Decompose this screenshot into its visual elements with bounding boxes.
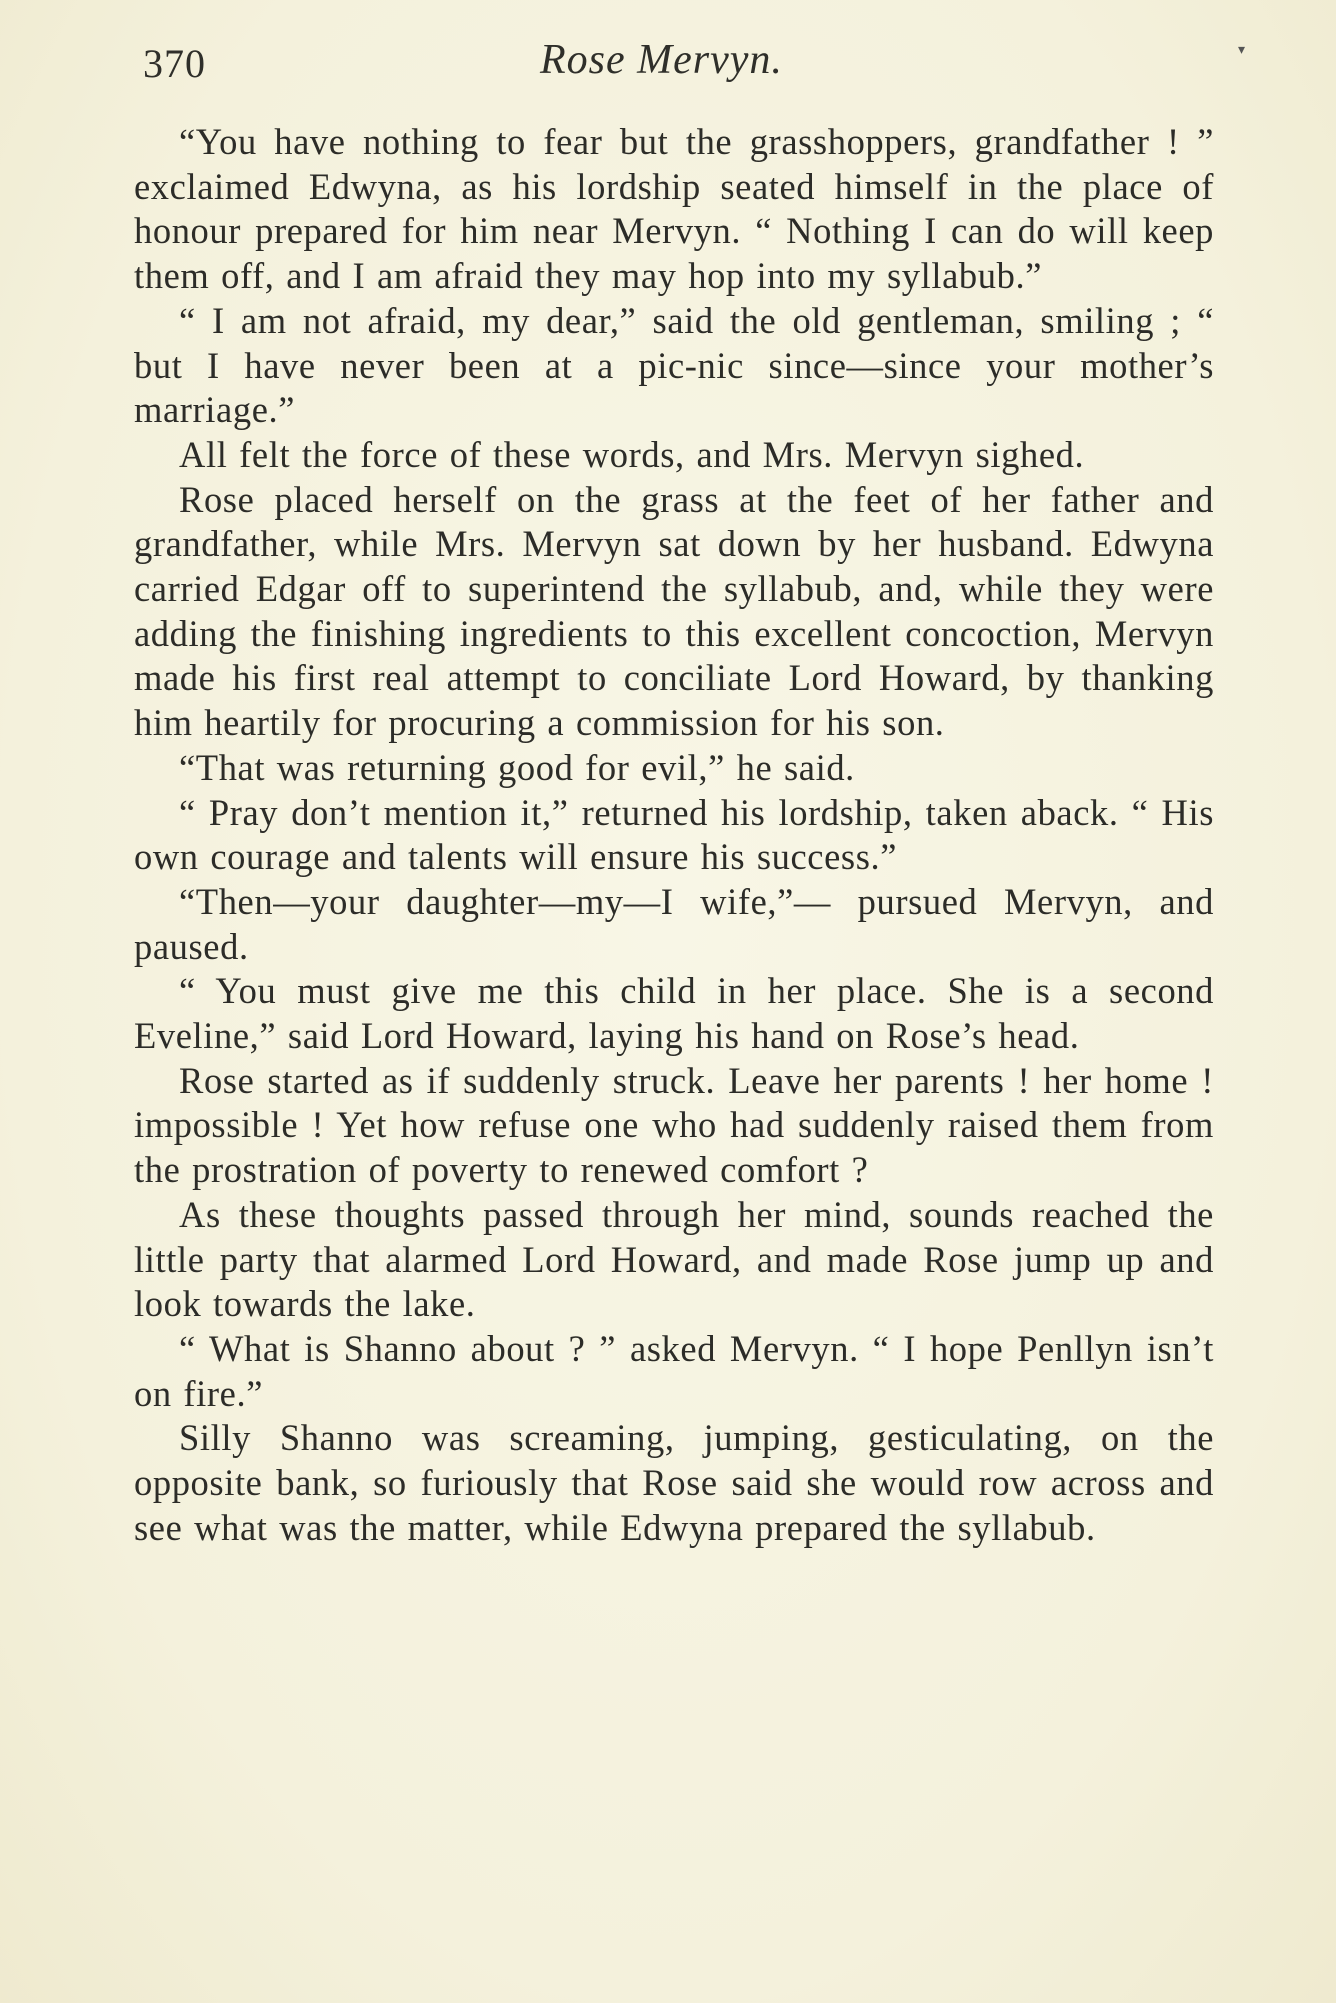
- paragraph: “Then—your daughter—my—I wife,”— pursued Mervyn, and paused.: [134, 880, 1214, 967]
- paragraph: All felt the force of these words, and Mrs. Mervyn sighed.: [179, 433, 1085, 475]
- paragraph: “You have nothing to fear but the grasshoppers, grandfather ! ” exclaimed Edwyna, as his lordship seated himself in the place of honour prepared for him near Mervyn. “ Nothing I can do will keep them off, and I am afraid they may hop into my syllabub.”: [134, 121, 1214, 297]
- paragraph: “ I am not afraid, my dear,” said the old gentleman, smiling ; “ but I have never been at a pic-nic since—since your mother’s marriage.”: [134, 299, 1214, 431]
- margin-mark: ▾: [1238, 42, 1246, 58]
- running-title: Rose Mervyn.: [540, 37, 783, 83]
- paragraph: Rose started as if suddenly struck. Leave her parents ! her home ! impossible ! Yet how refuse one who had suddenly raised them from the prostration of poverty to renewed comfort ?: [134, 1059, 1214, 1191]
- paragraph: “ What is Shanno about ? ” asked Mervyn. “ I hope Penllyn isn’t on fire.”: [134, 1327, 1214, 1414]
- paragraph: As these thoughts passed through her mind, sounds reached the little party that alarmed Lord Howard, and made Rose jump up and look towards the lake.: [134, 1193, 1214, 1325]
- paragraph: “ You must give me this child in her place. She is a second Eveline,” said Lord Howard, laying his hand on Rose’s head.: [134, 970, 1214, 1057]
- page-number: 370: [143, 41, 206, 86]
- page-header: [0, 22, 1336, 92]
- page-body: [134, 120, 1214, 1551]
- paragraph: Rose placed herself on the grass at the feet of her father and grandfather, while Mrs. Mervyn sat down by her husband. Edwyna carried Edgar off to superintend the syllabub, and, while they were adding the finishing ingredients to this excellent concoction, Mervyn made his first real attempt to conciliate Lord Howard, by thanking him heartily for procuring a commission for his son.: [134, 478, 1214, 744]
- paragraph: “That was returning good for evil,” he said.: [179, 746, 855, 788]
- paragraph: Silly Shanno was screaming, jumping, gesticulating, on the opposite bank, so furiously that Rose said she would row across and see what was the matter, while Edwyna prepared the syllabub.: [134, 1417, 1214, 1548]
- paragraph: “ Pray don’t mention it,” returned his lordship, taken aback. “ His own courage and talents will ensure his success.”: [134, 791, 1214, 878]
